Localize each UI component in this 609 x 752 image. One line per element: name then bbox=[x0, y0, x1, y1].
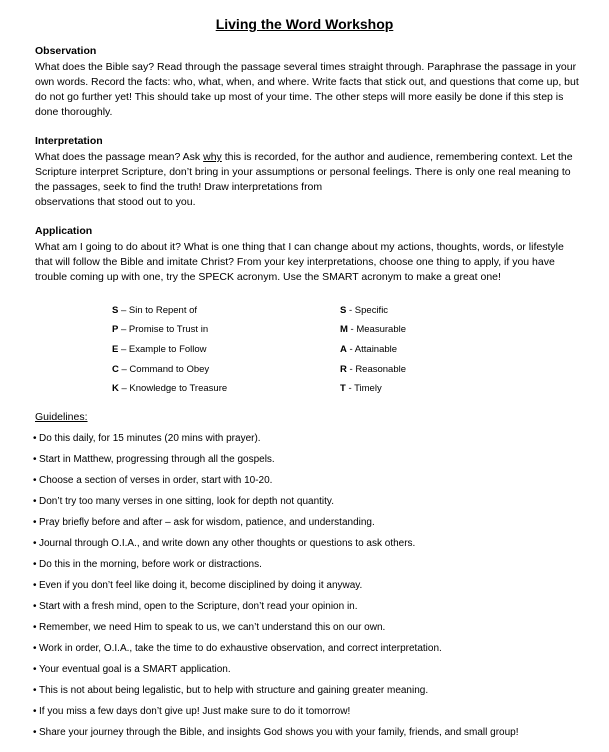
interpretation-text-last-line: observations that stood out to you. bbox=[35, 196, 196, 208]
guideline-item: • Share your journey through the Bible, and insights God shows you with your family, friends, and small group! bbox=[33, 727, 519, 738]
page-title: Living the Word Workshop bbox=[215, 16, 394, 32]
speck-item: K – Knowledge to Treasure bbox=[112, 383, 228, 394]
guideline-item: • Even if you don’t feel like doing it, become disciplined by doing it anyway. bbox=[33, 580, 363, 591]
guideline-item: • Choose a section of verses in order, start with 10-20. bbox=[33, 475, 273, 486]
interpretation-text-end: this is recorded, for the author and audience, remembering context. Let the Scripture interpret Scripture, don’t bring in your assumptions or personal feelings. There is only one real meaning to the passages, seek to find the truth! Draw interpretations from bbox=[35, 151, 573, 193]
smart-item: R - Reasonable bbox=[340, 364, 407, 375]
guideline-item: • Your eventual goal is a SMART application. bbox=[33, 664, 231, 675]
smart-item: A - Attainable bbox=[340, 344, 398, 355]
bullet-icon: • bbox=[33, 496, 37, 507]
speck-item: S – Sin to Repent of bbox=[112, 305, 198, 316]
guideline-item: • Do this daily, for 15 minutes (20 mins with prayer). bbox=[33, 433, 261, 444]
smart-item: S - Specific bbox=[340, 305, 389, 316]
bullet-icon: • bbox=[33, 664, 37, 675]
interpretation-text-start: What does the passage mean? Ask bbox=[35, 151, 204, 163]
bullet-icon: • bbox=[33, 433, 37, 444]
bullet-icon: • bbox=[33, 727, 37, 738]
bullet-icon: • bbox=[33, 622, 37, 633]
bullet-icon: • bbox=[33, 559, 37, 570]
application-heading: Application bbox=[35, 225, 93, 237]
speck-item: P – Promise to Trust in bbox=[112, 324, 209, 335]
bullet-icon: • bbox=[33, 454, 37, 465]
speck-item: C – Command to Obey bbox=[112, 364, 210, 375]
guideline-item: • Do this in the morning, before work or distractions. bbox=[33, 559, 262, 570]
bullet-icon: • bbox=[33, 517, 37, 528]
guideline-item: • Start with a fresh mind, open to the Scripture, don’t read your opinion in. bbox=[33, 601, 358, 612]
guidelines-heading: Guidelines: bbox=[35, 411, 88, 423]
guideline-item: • Remember, we need Him to speak to us, we can’t understand this on our own. bbox=[33, 622, 386, 633]
guideline-item: • If you miss a few days don’t give up! Just make sure to do it tomorrow! bbox=[33, 706, 351, 717]
guideline-item: • Start in Matthew, progressing through all the gospels. bbox=[33, 454, 275, 465]
bullet-icon: • bbox=[33, 475, 37, 486]
smart-item: T - Timely bbox=[340, 383, 382, 394]
guideline-item: • Journal through O.I.A., and write down any other thoughts or questions to ask others. bbox=[33, 538, 416, 549]
guideline-item: • Work in order, O.I.A., take the time to do exhaustive observation, and correct interpretation. bbox=[33, 643, 442, 654]
guideline-item: • Don’t try too many verses in one sitting, look for depth not quantity. bbox=[33, 496, 334, 507]
interpretation-emphasis: why bbox=[203, 151, 222, 163]
observation-heading: Observation bbox=[35, 45, 97, 57]
interpretation-heading: Interpretation bbox=[35, 135, 103, 147]
interpretation-paragraph bbox=[35, 150, 580, 210]
smart-item: M - Measurable bbox=[340, 324, 407, 335]
bullet-icon: • bbox=[33, 685, 37, 696]
speck-item: E – Example to Follow bbox=[112, 344, 207, 355]
bullet-icon: • bbox=[33, 580, 37, 591]
bullet-icon: • bbox=[33, 538, 37, 549]
guideline-item: • This is not about being legalistic, but to help with structure and gaining greater meaning. bbox=[33, 685, 429, 696]
bullet-icon: • bbox=[33, 706, 37, 717]
bullet-icon: • bbox=[33, 643, 37, 654]
guideline-item: • Pray briefly before and after – ask for wisdom, patience, and understanding. bbox=[33, 517, 375, 528]
bullet-icon: • bbox=[33, 601, 37, 612]
application-paragraph: What am I going to do about it? What is one thing that I can change about my actions, thoughts, words, or lifestyle that will follow the Bible and imitate Christ? From your key interpretations, choose one thing to apply, if you have trouble coming up with one, try the SPECK acronym. Use the SMART acronym to make a great one! bbox=[35, 241, 564, 283]
observation-paragraph: What does the Bible say? Read through the passage several times straight through. Paraphrase the passage in your own words. Record the facts: who, what, when, and where. Write facts that stick out, and questions that come up, but do not go further yet! This should take up most of your time. The other steps will more easily be done if this step is done thoroughly. bbox=[35, 61, 579, 118]
guidelines-list bbox=[33, 432, 593, 747]
